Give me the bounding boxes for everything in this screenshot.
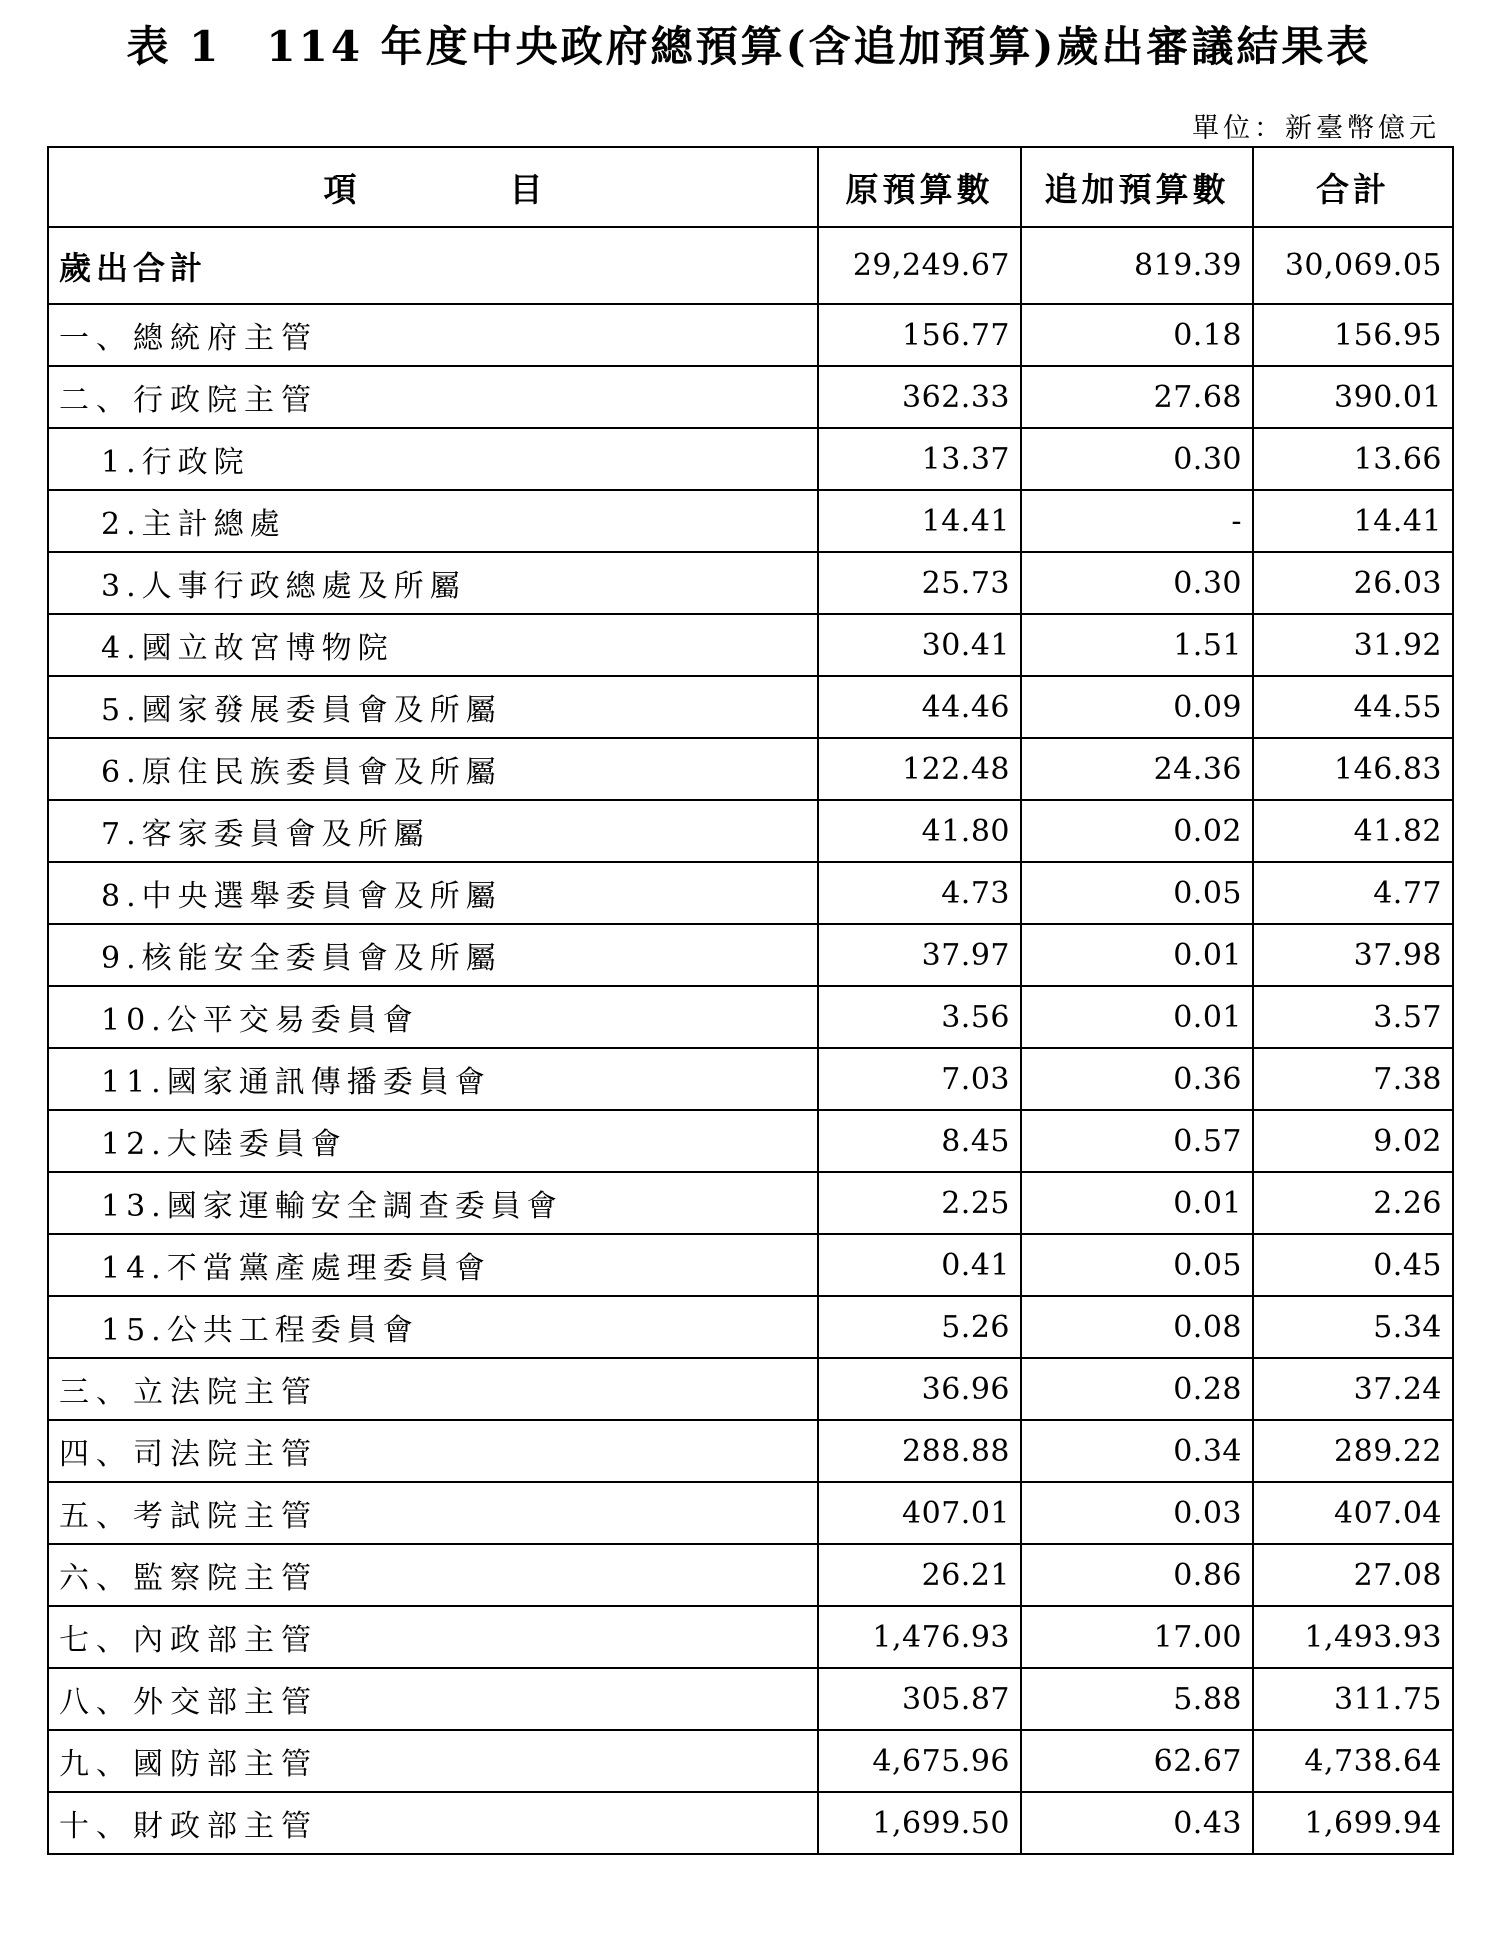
- table-row: [48, 1668, 1453, 1730]
- row-supplementary: 0.43: [1021, 1792, 1253, 1854]
- row-supplementary: 0.01: [1021, 924, 1253, 986]
- row-original: 5.26: [818, 1296, 1021, 1358]
- table-row: [48, 924, 1453, 986]
- row-item: 十、財政部主管: [48, 1792, 818, 1854]
- header-supplementary: 追加預算數: [1021, 147, 1253, 227]
- row-total: 5.34: [1253, 1296, 1453, 1358]
- row-original: 362.33: [818, 366, 1021, 428]
- table-row: [48, 1730, 1453, 1792]
- row-supplementary: 0.01: [1021, 1172, 1253, 1234]
- row-original: 1,476.93: [818, 1606, 1021, 1668]
- row-supplementary: 17.00: [1021, 1606, 1253, 1668]
- row-item: 13.國家運輸安全調查委員會: [48, 1172, 818, 1234]
- table-row: [48, 1358, 1453, 1420]
- page-title: 表 1 114 年度中央政府總預算(含追加預算)歲出審議結果表: [126, 22, 1372, 71]
- row-item: 8.中央選舉委員會及所屬: [48, 862, 818, 924]
- row-original: 25.73: [818, 552, 1021, 614]
- row-total: 3.57: [1253, 986, 1453, 1048]
- row-original: 156.77: [818, 304, 1021, 366]
- row-supplementary: 0.09: [1021, 676, 1253, 738]
- row-original: 407.01: [818, 1482, 1021, 1544]
- row-item: 五、考試院主管: [48, 1482, 818, 1544]
- table-row: [48, 1172, 1453, 1234]
- row-item: 4.國立故宮博物院: [48, 614, 818, 676]
- row-item: 7.客家委員會及所屬: [48, 800, 818, 862]
- row-supplementary: 0.18: [1021, 304, 1253, 366]
- row-total: 1,699.94: [1253, 1792, 1453, 1854]
- row-original: 2.25: [818, 1172, 1021, 1234]
- row-item: 八、外交部主管: [48, 1668, 818, 1730]
- table-row: [48, 428, 1453, 490]
- header-row: [48, 147, 1453, 227]
- row-total: 2.26: [1253, 1172, 1453, 1234]
- row-original: 4,675.96: [818, 1730, 1021, 1792]
- row-item: 5.國家發展委員會及所屬: [48, 676, 818, 738]
- row-supplementary: -: [1021, 490, 1253, 552]
- row-total: 0.45: [1253, 1234, 1453, 1296]
- row-supplementary: 24.36: [1021, 738, 1253, 800]
- row-supplementary: 0.30: [1021, 428, 1253, 490]
- row-total: 44.55: [1253, 676, 1453, 738]
- row-original: 305.87: [818, 1668, 1021, 1730]
- row-supplementary: 0.30: [1021, 552, 1253, 614]
- header-total: 合計: [1253, 147, 1453, 227]
- row-total: 27.08: [1253, 1544, 1453, 1606]
- row-item: 二、行政院主管: [48, 366, 818, 428]
- row-item: 3.人事行政總處及所屬: [48, 552, 818, 614]
- row-total: 4.77: [1253, 862, 1453, 924]
- row-supplementary: 0.28: [1021, 1358, 1253, 1420]
- row-original: 36.96: [818, 1358, 1021, 1420]
- table-row: [48, 1110, 1453, 1172]
- table-header: [48, 147, 1453, 227]
- row-total: 146.83: [1253, 738, 1453, 800]
- row-item: 1.行政院: [48, 428, 818, 490]
- table-body: [48, 227, 1453, 1854]
- row-supplementary: 0.03: [1021, 1482, 1253, 1544]
- row-original: 288.88: [818, 1420, 1021, 1482]
- row-item: 2.主計總處: [48, 490, 818, 552]
- row-item: 四、司法院主管: [48, 1420, 818, 1482]
- row-total: 9.02: [1253, 1110, 1453, 1172]
- row-total: 13.66: [1253, 428, 1453, 490]
- row-item: 一、總統府主管: [48, 304, 818, 366]
- row-supplementary: 0.05: [1021, 862, 1253, 924]
- row-item: 九、國防部主管: [48, 1730, 818, 1792]
- row-item: 11.國家通訊傳播委員會: [48, 1048, 818, 1110]
- table-row: [48, 738, 1453, 800]
- row-item: 6.原住民族委員會及所屬: [48, 738, 818, 800]
- row-item: 15.公共工程委員會: [48, 1296, 818, 1358]
- header-original: 原預算數: [818, 147, 1021, 227]
- header-item: 項 目: [48, 147, 818, 227]
- row-total: 31.92: [1253, 614, 1453, 676]
- row-total: 390.01: [1253, 366, 1453, 428]
- row-original: 4.73: [818, 862, 1021, 924]
- row-total: 30,069.05: [1253, 227, 1453, 304]
- table-row: [48, 862, 1453, 924]
- table-row: [48, 1234, 1453, 1296]
- table-row: [48, 366, 1453, 428]
- row-item: 七、內政部主管: [48, 1606, 818, 1668]
- table-row: [48, 1606, 1453, 1668]
- row-supplementary: 1.51: [1021, 614, 1253, 676]
- table-row: [48, 614, 1453, 676]
- row-supplementary: 0.34: [1021, 1420, 1253, 1482]
- row-supplementary: 0.08: [1021, 1296, 1253, 1358]
- row-item: 歲出合計: [48, 227, 818, 304]
- row-supplementary: 0.02: [1021, 800, 1253, 862]
- row-supplementary: 5.88: [1021, 1668, 1253, 1730]
- row-supplementary: 27.68: [1021, 366, 1253, 428]
- table-row: [48, 676, 1453, 738]
- row-original: 37.97: [818, 924, 1021, 986]
- row-supplementary: 0.01: [1021, 986, 1253, 1048]
- row-original: 122.48: [818, 738, 1021, 800]
- row-item: 六、監察院主管: [48, 1544, 818, 1606]
- row-original: 44.46: [818, 676, 1021, 738]
- expenditure-table: [47, 146, 1454, 1855]
- row-total: 407.04: [1253, 1482, 1453, 1544]
- row-total: 156.95: [1253, 304, 1453, 366]
- table-row: [48, 1482, 1453, 1544]
- row-supplementary: 819.39: [1021, 227, 1253, 304]
- table-row: [48, 986, 1453, 1048]
- table-row: [48, 227, 1453, 304]
- row-original: 1,699.50: [818, 1792, 1021, 1854]
- row-total: 26.03: [1253, 552, 1453, 614]
- row-total: 289.22: [1253, 1420, 1453, 1482]
- table-row: [48, 304, 1453, 366]
- table-row: [48, 552, 1453, 614]
- row-original: 41.80: [818, 800, 1021, 862]
- row-supplementary: 0.57: [1021, 1110, 1253, 1172]
- row-total: 311.75: [1253, 1668, 1453, 1730]
- table-row: [48, 1048, 1453, 1110]
- row-item: 14.不當黨產處理委員會: [48, 1234, 818, 1296]
- row-supplementary: 62.67: [1021, 1730, 1253, 1792]
- row-total: 37.24: [1253, 1358, 1453, 1420]
- row-item: 9.核能安全委員會及所屬: [48, 924, 818, 986]
- row-total: 7.38: [1253, 1048, 1453, 1110]
- row-supplementary: 0.86: [1021, 1544, 1253, 1606]
- row-original: 14.41: [818, 490, 1021, 552]
- row-total: 41.82: [1253, 800, 1453, 862]
- table-row: [48, 490, 1453, 552]
- row-original: 29,249.67: [818, 227, 1021, 304]
- row-item: 10.公平交易委員會: [48, 986, 818, 1048]
- row-supplementary: 0.36: [1021, 1048, 1253, 1110]
- row-total: 4,738.64: [1253, 1730, 1453, 1792]
- table-row: [48, 800, 1453, 862]
- table-row: [48, 1544, 1453, 1606]
- row-item: 12.大陸委員會: [48, 1110, 818, 1172]
- row-original: 26.21: [818, 1544, 1021, 1606]
- table-row: [48, 1420, 1453, 1482]
- table-row: [48, 1296, 1453, 1358]
- row-original: 30.41: [818, 614, 1021, 676]
- row-original: 0.41: [818, 1234, 1021, 1296]
- row-item: 三、立法院主管: [48, 1358, 818, 1420]
- row-total: 37.98: [1253, 924, 1453, 986]
- row-total: 1,493.93: [1253, 1606, 1453, 1668]
- table-row: [48, 1792, 1453, 1854]
- row-supplementary: 0.05: [1021, 1234, 1253, 1296]
- unit-label: 單位：新臺幣億元: [1192, 113, 1440, 144]
- row-original: 7.03: [818, 1048, 1021, 1110]
- row-total: 14.41: [1253, 490, 1453, 552]
- row-original: 13.37: [818, 428, 1021, 490]
- row-original: 3.56: [818, 986, 1021, 1048]
- row-original: 8.45: [818, 1110, 1021, 1172]
